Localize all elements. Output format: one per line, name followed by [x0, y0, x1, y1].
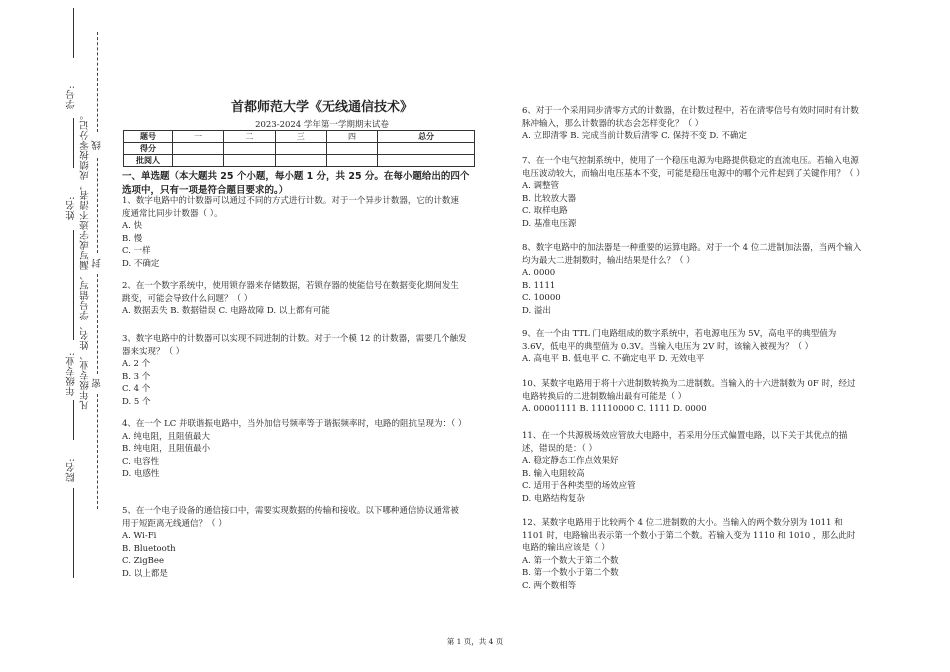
- score-table: [123, 130, 475, 167]
- option: C. ZigBee: [122, 556, 164, 566]
- option: A. 稳定静态工作点效果好: [522, 456, 619, 466]
- question-stem: 6、对于一个采用同步清零方式的计数器，在计数过程中，若在清零信号有效时同时有计数脉冲输入，那么计数器的状态会怎样变化？（ ）: [522, 106, 859, 129]
- seal-mi: 密: [92, 378, 103, 388]
- option: C. 一样: [122, 246, 151, 256]
- option: A. 快: [122, 221, 143, 231]
- table-header-cell: 四: [326, 131, 377, 143]
- table-header-cell: 三: [275, 131, 326, 143]
- table-header-cell: 总分: [378, 131, 475, 143]
- option: D. 不确定: [122, 258, 160, 269]
- score-cell[interactable]: [326, 143, 377, 155]
- section-heading: 一、单选题（本大题共 25 个小题，每小题 1 分，共 25 分。在每小题给出的四个选项中，只有一项是符合题目要求的。）: [122, 171, 470, 196]
- score-table-header-row: [124, 131, 475, 143]
- grader-cell[interactable]: [224, 155, 275, 167]
- question-stem: 2、在一个数字系统中，使用锁存器来存储数据，若锁存器的使能信号在数据变化期间发生跳变，可能会导致什么问题？（ ）: [122, 281, 459, 304]
- option: B. 第一个数小于第二个数: [522, 568, 619, 578]
- option: A. 2 个: [122, 359, 151, 369]
- table-header-cell: 一: [173, 131, 224, 143]
- option: B. Bluetooth: [122, 543, 176, 554]
- question-5: [122, 505, 467, 580]
- question-10: [522, 378, 862, 416]
- question-stem: 10、某数字电路用于将十六进制数转换为二进制数。当输入的十六进制数为 0F 时，经过电路转换后的二进制数输出最有可能是（ ）: [522, 379, 856, 402]
- student-id-label: 学号:: [66, 85, 77, 109]
- question-stem: 9、在一个由 TTL 门电路组成的数字系统中，若电源电压为 5V，高电平的典型值为 3.6V，低电平的典型值为 0.3V。当输入电压为 2V 时，该输入被视为？（ ）: [522, 329, 837, 352]
- table-header-cell: 题号: [124, 131, 173, 143]
- option: D. 电路结构复杂: [522, 493, 585, 504]
- option: B. 输入电阻较高: [522, 468, 585, 479]
- option: A. 00001111 B. 11110000 C. 1111 D. 0000: [522, 404, 707, 414]
- option: D. 5 个: [122, 396, 151, 407]
- option: B. 纯电阻，且阻值最小: [122, 444, 211, 454]
- option: A. Wi-Fi: [122, 531, 157, 541]
- question-stem: 12、某数字电路用于比较两个 4 位二进制数的大小。当输入的两个数分别为 1011 和 1101 时，电路输出表示第一个数小于第二个数。若输入变为 1110 和 1010 ，那么此时电路的输出应该是（ ）: [522, 518, 856, 553]
- question-stem: 7、在一个电气控制系统中，使用了一个稳压电源为电路提供稳定的直流电压。若输入电源电压波动较大，而输出电压基本不变，可能是稳压电源中的哪个元件起到了关键作用？（ ）: [522, 156, 865, 179]
- table-row: [124, 155, 475, 167]
- option: A. 调整管: [522, 181, 560, 191]
- option: D. 以上都是: [122, 568, 168, 579]
- question-1: [122, 195, 467, 270]
- question-8: [522, 242, 862, 317]
- option: A. 高电平 B. 低电平 C. 不确定电平 D. 无效电平: [522, 354, 705, 364]
- option: C. 适用于各种类型的场效应管: [522, 481, 636, 491]
- page-number: 第 1 页，共 4 页: [446, 637, 504, 646]
- option: C. 两个数相等: [522, 580, 577, 591]
- grader-cell[interactable]: [275, 155, 326, 167]
- option: A. 纯电阻，且阻值最大: [122, 431, 211, 442]
- score-cell[interactable]: [275, 143, 326, 155]
- option: D. 电感性: [122, 469, 160, 479]
- question-6: [522, 105, 862, 143]
- option: D. 基准电压源: [522, 218, 577, 229]
- school-label: 院名:: [66, 458, 77, 482]
- grade-major-label: 年级专业:: [66, 352, 77, 396]
- margin-solid-line: [73, 8, 74, 58]
- seal-dashed-line: [97, 32, 98, 132]
- binding-margin: [0, 0, 115, 672]
- seal-feng: 封: [92, 258, 103, 268]
- question-stem: 8、数字电路中的加法器是一种重要的运算电路。对于一个 4 位二进制加法器，当两个输入均为最大二进制数时，输出结果是什么？（ ）: [522, 243, 862, 266]
- score-cell[interactable]: [378, 143, 475, 155]
- row-label: 批阅人: [124, 155, 173, 167]
- exam-title: 首都师范大学《无线通信技术》: [230, 100, 413, 115]
- table-row: [124, 143, 475, 155]
- option: D. 溢出: [522, 305, 551, 316]
- option: C. 取样电路: [522, 206, 568, 216]
- option: A. 0000: [522, 268, 556, 278]
- margin-solid-line: [73, 118, 74, 168]
- question-9: [522, 328, 862, 366]
- table-header-cell: 二: [224, 131, 275, 143]
- seal-dashed-line: [97, 158, 98, 253]
- grader-cell[interactable]: [378, 155, 475, 167]
- exam-subtitle: 2023-2024 学年第一学期期末试卷: [255, 120, 389, 130]
- score-cell[interactable]: [224, 143, 275, 155]
- question-7: [522, 155, 865, 230]
- margin-solid-line: [73, 400, 74, 440]
- notice-text: 凡年级专业、姓名、学号错写、漏写或字迹不清者，成绩按零分记。: [80, 110, 91, 410]
- question-2: [122, 280, 467, 318]
- question-stem: 11、在一个共源极场效应管放大电路中，若采用分压式偏置电路，以下关于其优点的描述，错误的是：（ ）: [522, 431, 848, 454]
- seal-dashed-line: [97, 394, 98, 509]
- option: B. 慢: [122, 233, 143, 244]
- margin-solid-line: [73, 230, 74, 340]
- question-11: [522, 430, 862, 505]
- option: A. 第一个数大于第二个数: [522, 555, 619, 566]
- grader-cell[interactable]: [173, 155, 224, 167]
- seal-dashed-line: [97, 274, 98, 374]
- option: C. 4 个: [122, 384, 151, 394]
- question-12: [522, 517, 862, 592]
- seal-xian: 线: [92, 140, 103, 150]
- option: A. 数据丢失 B. 数据错误 C. 电路故障 D. 以上都有可能: [122, 306, 330, 316]
- grader-cell[interactable]: [326, 155, 377, 167]
- name-label: 姓名:: [66, 196, 77, 220]
- score-cell[interactable]: [173, 143, 224, 155]
- question-stem: 5、在一个电子设备的通信接口中，需要实现数据的传输和接收。以下哪种通信协议通常被用于短距离无线通信？（ ）: [122, 506, 459, 529]
- row-label: 得分: [124, 143, 173, 155]
- option: B. 3 个: [122, 371, 151, 382]
- option: A. 立即清零 B. 完成当前计数后清零 C. 保持不变 D. 不确定: [522, 131, 747, 141]
- question-stem: 1、数字电路中的计数器可以通过不同的方式进行计数。对于一个异步计数器，它的计数速度通常比同步计数器（ ）。: [122, 196, 459, 219]
- question-3: [122, 333, 467, 408]
- option: C. 电容性: [122, 456, 160, 467]
- question-4: [122, 418, 467, 481]
- question-stem: 3、数字电路中的计数器可以实现不同进制的计数。对于一个模 12 的计数器，需要几个触发器来实现？（ ）: [122, 334, 467, 357]
- option: B. 1111: [522, 280, 556, 291]
- question-stem: 4、在一个 LC 并联谐振电路中，当外加信号频率等于谐振频率时，电路的阻抗呈现为：（ ）: [122, 419, 467, 429]
- option: C. 10000: [522, 293, 561, 303]
- option: B. 比较放大器: [522, 193, 577, 204]
- margin-solid-line: [73, 488, 74, 578]
